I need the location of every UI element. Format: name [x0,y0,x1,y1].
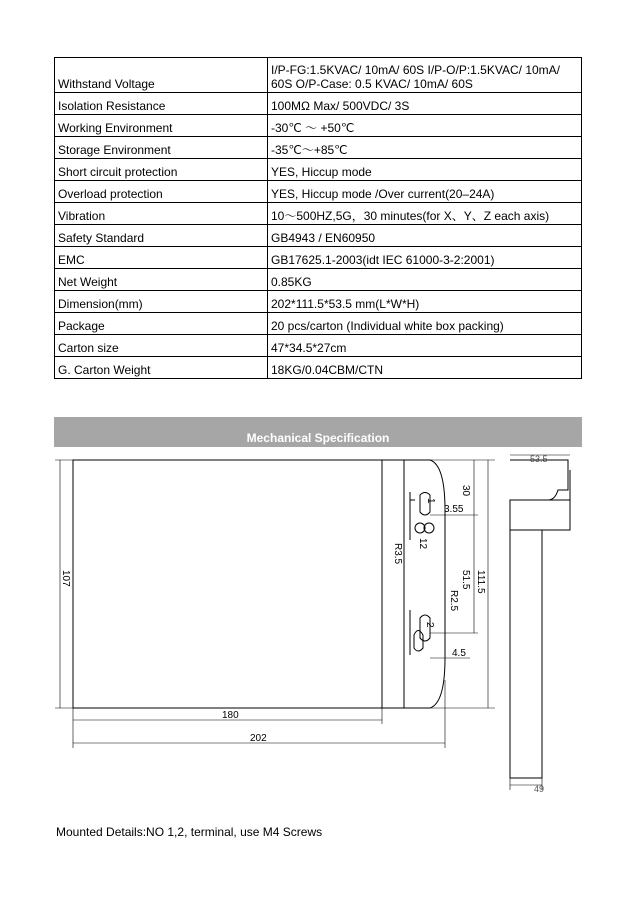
spec-row [55,203,582,225]
spec-row [55,357,582,379]
spec-row [55,181,582,203]
spec-row [55,225,582,247]
side-view-body [510,530,542,778]
spec-label: Dimension(mm) [55,291,268,313]
dim-label-180: 180 [222,710,239,721]
spec-row [55,93,582,115]
spec-value: 10～500HZ,5G，30 minutes(for X、Y、Z each axis) [268,203,582,225]
dim-label-3-55: 3.55 [444,504,464,515]
spec-label: Carton size [55,335,268,357]
spec-row [55,269,582,291]
spec-value: 20 pcs/carton (Individual white box packing) [268,313,582,335]
spec-label: G. Carton Weight [55,357,268,379]
spec-label: Safety Standard [55,225,268,247]
housing-outline [73,460,382,708]
spec-value: GB4943 / EN60950 [268,225,582,247]
dim-label-202: 202 [250,733,267,744]
spec-label: Overload protection [55,181,268,203]
mount-number-2: 2 [424,622,435,628]
spec-value: YES, Hiccup mode [268,159,582,181]
mechanical-drawing [0,440,638,810]
spec-value: GB17625.1-2003(idt IEC 61000-3-2:2001) [268,247,582,269]
dim-label-107: 107 [60,570,71,587]
spec-value: 202*111.5*53.5 mm(L*W*H) [268,291,582,313]
spec-row [55,115,582,137]
mounted-details: Mounted Details:NO 1,2, terminal, use M4 Screws [56,825,323,839]
spec-label: Package [55,313,268,335]
spec-label: Net Weight [55,269,268,291]
dim-label-111-5: 111.5 [475,570,486,594]
spec-label: Withstand Voltage [55,58,268,93]
side-view-bracket [510,460,568,500]
spec-label: Working Environment [55,115,268,137]
spec-value: 47*34.5*27cm [268,335,582,357]
dim-label-r2-5: R2.5 [448,590,459,612]
dim-label-53-5: 53.5 [530,454,548,464]
spec-value: I/P-FG:1.5KVAC/ 10mA/ 60S I/P-O/P:1.5KVAC/ 10mA/ 60S O/P-Case: 0.5 KVAC/ 10mA/ 60S [268,58,582,93]
dim-label-51-5: 51.5 [460,570,471,590]
spec-label: Vibration [55,203,268,225]
dim-label-49: 49 [534,784,545,794]
dim-label-12: 12 [417,538,428,550]
spec-row [55,291,582,313]
spec-value: YES, Hiccup mode /Over current(20–24A) [268,181,582,203]
spec-value: 0.85KG [268,269,582,291]
mount-hole-2 [414,631,423,652]
dim-label-30: 30 [460,485,471,497]
dim-label-r3-5: R3.5 [392,543,403,565]
mount-slot-2 [410,610,430,655]
spec-label: Short circuit protection [55,159,268,181]
spec-value: -30℃ ～ +50℃ [268,115,582,137]
spec-row [55,58,582,93]
spec-table [54,57,582,379]
spec-label: Storage Environment [55,137,268,159]
spec-row [55,335,582,357]
mechanical-spec-heading: Mechanical Specification [54,417,582,447]
spec-row [55,137,582,159]
spec-value: 18KG/0.04CBM/CTN [268,357,582,379]
spec-label: Isolation Resistance [55,93,268,115]
spec-row [55,313,582,335]
spec-label: EMC [55,247,268,269]
spec-row [55,159,582,181]
mount-number-1: 1 [425,498,436,504]
spec-value: -35℃～+85℃ [268,137,582,159]
side-view-top [510,500,570,530]
spec-value: 100MΩ Max/ 500VDC/ 3S [268,93,582,115]
spec-table-body [55,58,582,379]
dim-label-4-5: 4.5 [452,648,466,659]
spec-row [55,247,582,269]
